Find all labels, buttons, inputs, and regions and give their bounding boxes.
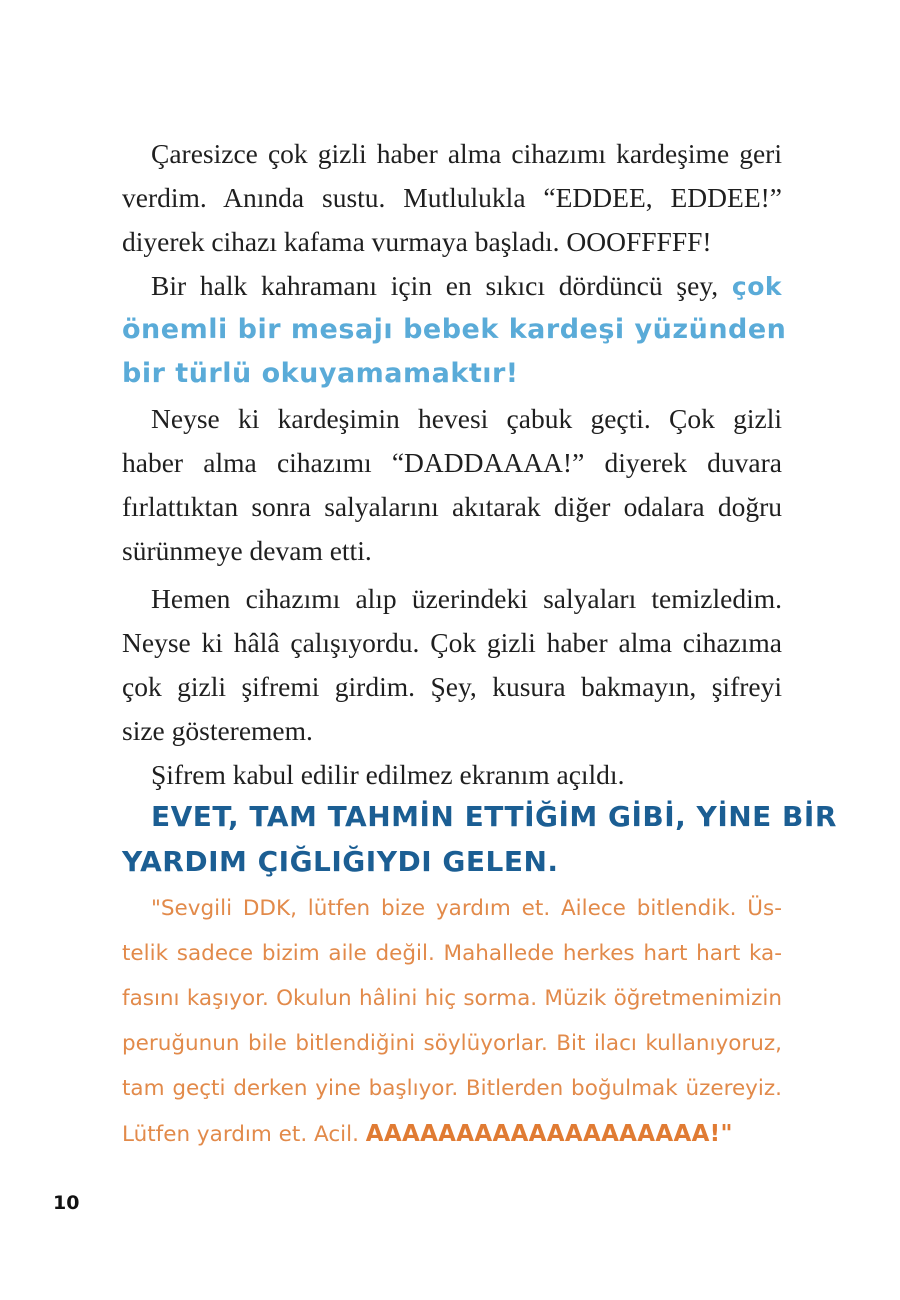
message-line-2: telik sadece bizim aile değil. Mahallede herkes hart hart ka- bbox=[122, 941, 782, 966]
paragraph-2-line-1 bbox=[151, 264, 782, 309]
paragraph-3-line-1: Neyse ki kardeşimin hevesi çabuk geçti. Çok gizli bbox=[151, 403, 782, 434]
paragraph-3-line-3: fırlattıktan sonra salyalarını akıtarak diğer odalara doğru bbox=[122, 491, 782, 522]
paragraph-2-highlight-line-3: bir türlü okuyamamaktır! bbox=[122, 358, 519, 389]
message-shout: AAAAAAAAAAAAAAAAAAA!" bbox=[365, 1121, 733, 1147]
paragraph-5: Şifrem kabul edilir edilmez ekranım açıldı. bbox=[151, 759, 625, 790]
paragraph-4-line-2: Neyse ki hâlâ çalışıyordu. Çok gizli haber alma cihazıma bbox=[122, 627, 782, 658]
paragraph-2-highlight-start: çok bbox=[731, 272, 782, 301]
paragraph-2-text: Bir halk kahramanı için en sıkıcı dördüncü şey, bbox=[151, 270, 719, 301]
paragraph-1-line-3: diyerek cihazı kafama vurmaya başladı. OOOFFFFF! bbox=[122, 226, 712, 257]
message-line-6 bbox=[122, 1112, 782, 1157]
paragraph-2-highlight-line-2: önemli bir mesajı bebek kardeşi yüzünden bbox=[122, 314, 787, 345]
paragraph-1-line-2: verdim. Anında sustu. Mutlulukla “EDDEE, EDDEE!” bbox=[122, 182, 782, 213]
paragraph-1-line-1: Çaresizce çok gizli haber alma cihazımı kardeşime geri bbox=[151, 138, 782, 169]
paragraph-3-line-4: sürünmeye devam etti. bbox=[122, 535, 372, 566]
alert-heading-line-2: YARDIM ÇIĞLIĞIYDI GELEN. bbox=[122, 845, 559, 878]
message-line-1: "Sevgili DDK, lütfen bize yardım et. Ailece bitlendik. Üs- bbox=[151, 896, 782, 921]
paragraph-4-line-4: size gösteremem. bbox=[122, 715, 313, 746]
message-line-3: fasını kaşıyor. Okulun hâlini hiç sorma. Müzik öğretmenimizin bbox=[122, 986, 782, 1011]
alert-heading-line-1: EVET, TAM TAHMİN ETTİĞİM GİBİ, YİNE BİR bbox=[151, 800, 837, 833]
paragraph-3-line-2: haber alma cihazımı “DADDAAAA!” diyerek duvara bbox=[122, 447, 782, 478]
page-number: 10 bbox=[53, 1192, 80, 1214]
message-line-4: peruğunun bile bitlendiğini söylüyorlar. Bit ilacı kullanıyoruz, bbox=[122, 1031, 782, 1056]
paragraph-4-line-3: çok gizli şifremi girdim. Şey, kusura bakmayın, şifreyi bbox=[122, 671, 782, 702]
paragraph-4-line-1: Hemen cihazımı alıp üzerindeki salyaları temizledim. bbox=[151, 583, 782, 614]
message-closing: Lütfen yardım et. Acil. bbox=[122, 1122, 359, 1147]
message-line-5: tam geçti derken yine başlıyor. Bitlerden boğulmak üzereyiz. bbox=[122, 1076, 782, 1101]
